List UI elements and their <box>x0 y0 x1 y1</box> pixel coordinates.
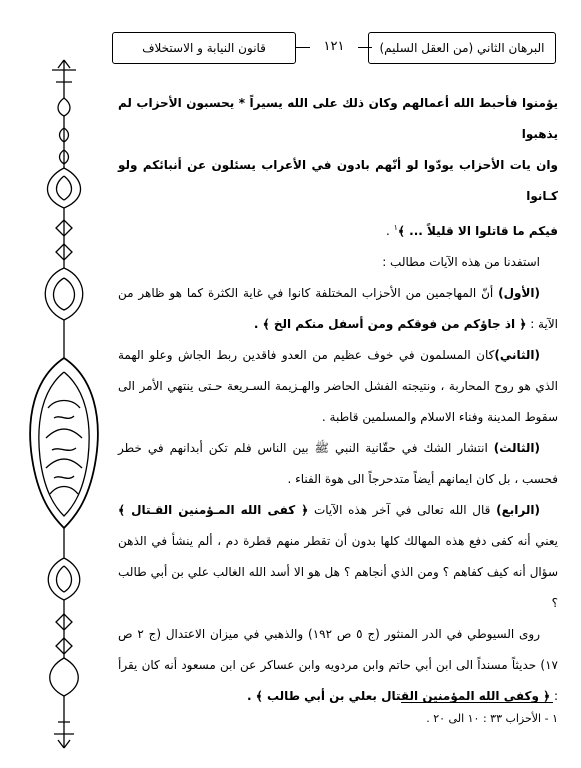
header-chapter-title: البرهان الثاني (من العقل السليم) <box>368 32 556 64</box>
point-first-quote: ﴿ اذ جاؤكم من فوقكم ومن أسفل منكم الخ ﴾ . <box>253 317 527 331</box>
point-fourth-rest: يعني أنه كفى دفع هذه المهالك كلها بدون أن تقطر منهم قطرة دم ، ألم ينشأ في الذهن سؤال أنه كيف كفاهم ؟ ومن الذي أنجاهم ؟ هل هو الا أسد الله الغالب علي بن أبي طالب ؟ <box>118 534 558 610</box>
ornamental-border-column <box>22 58 106 758</box>
point-fourth <box>118 495 558 619</box>
intro-line: استفدنا من هذه الآيات مطالب : <box>382 255 540 269</box>
footnote-marker: ١ <box>393 223 398 232</box>
point-first-label: (الأول) <box>498 286 540 300</box>
footnote-divider <box>401 702 553 703</box>
point-first-text: أنّ المهاجمين من الأحزاب المختلفة كانوا في غاية الكثرة كما هو ظاهر من الآية : <box>118 286 558 331</box>
quran-verse-end: فيكم ما قاتلوا الا قليلاً ... ﴾ <box>397 224 558 238</box>
narration-quote: ﴿ وكفى الله المؤمنين القتال بعلي بن أبي طالب ﴾ . <box>247 689 551 703</box>
point-second-label: (الثاني) <box>494 348 540 362</box>
point-fourth-text: قال الله تعالى في آخر هذه الآيات <box>313 503 491 517</box>
narration-text: روى السيوطي في الدر المنثور (ج ٥ ص ١٩٢) والذهبي في ميزان الاعتدال (ج ٢ ص ١٧) حديثاً مسنداً الى ابن أبي حاتم وابن مردويه وابن عساكر عن ابن مسعود أنه كان يقرأ : <box>118 627 558 703</box>
point-first <box>118 278 558 340</box>
point-third-label: (الثالث) <box>493 441 540 455</box>
point-third <box>118 433 558 495</box>
page-number: ١٢١ <box>296 32 372 64</box>
point-third-text: انتشار الشك في حقّانية النبي ﷺ بين الناس فلم تكن أبدانهم في خطر فحسب ، بل كان ايمانهم أيضاً متدحرجاً الى هوة الفناء . <box>118 441 558 486</box>
narration-paragraph <box>118 619 558 712</box>
quran-verse-line-1: يؤمنوا فأحبط الله أعمالهم وكان ذلك على الله يسيراً * يحسبون الأحزاب لم يذهبوا <box>118 96 558 141</box>
running-header <box>112 32 556 66</box>
point-second-text: كان المسلمون في خوف عظيم من العدو فاقدين ربط الجاش وعلو الهمة الذي هو روح المحاربة ، ونتيجته الفشل الحاضر والهـزيمة السـريعة حـتى ينتهي الأمر الى سقوط المدينة وفناء الاسلام والمسلمين قاطبة . <box>118 348 558 424</box>
header-section-title: قانون النيابة و الاستخلاف <box>112 32 296 64</box>
main-text <box>118 88 558 712</box>
quran-verse-line-3: فيكم ما قاتلوا الا قليلاً ... ﴾$^١$ . <box>385 223 558 238</box>
point-fourth-label: (الرابع) <box>496 503 540 517</box>
quran-verse-line-2: وان يات الأحزاب يودّوا لو أنّهم بادون في الأعراب يسئلون عن أنبائكم ولو كـانوا <box>118 158 558 203</box>
point-fourth-quote: ﴿ كفى الله المـؤمنين القـتال ﴾ <box>118 503 309 517</box>
footnote: ١ - الأحزاب ٣٣ : ١٠ الى ٢٠ . <box>426 712 558 725</box>
point-second <box>118 340 558 433</box>
